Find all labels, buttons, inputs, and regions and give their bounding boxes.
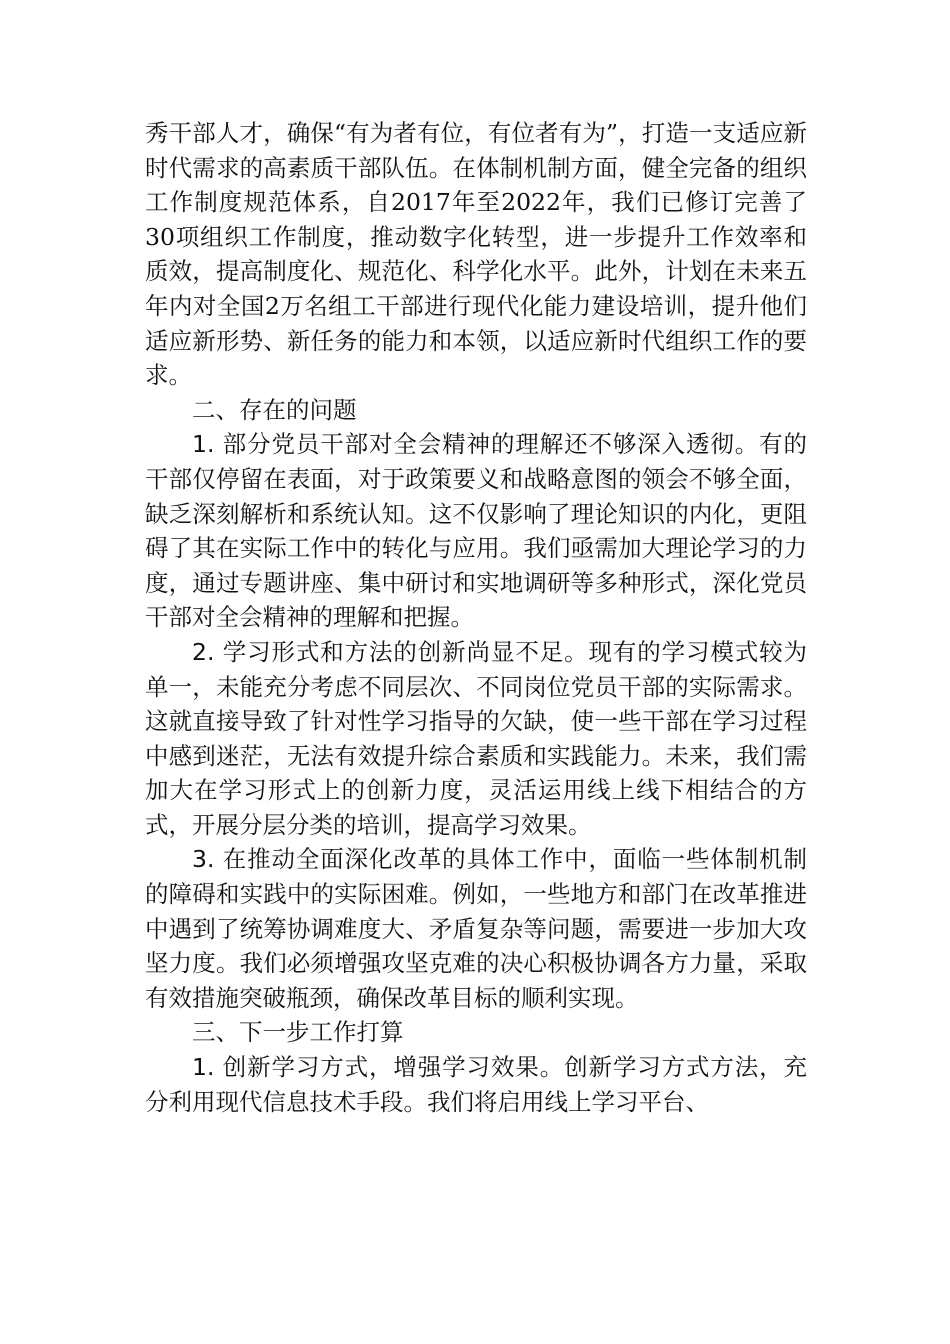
paragraph-problem-3-body: 例如，一些地方和部门在改革推进中遇到了统筹协调难度大、矛盾复杂等问题，需要进一步加大攻坚力度。我们必须增强攻坚克难的决心积极协调各方力量，采取有效措施突破瓶颈，确保改革目标的顺利实现。 xyxy=(145,880,808,1012)
paragraph-plan-1-body: 创新学习方式方法，充分利用现代信息技术手段。我们将启用线上学习平台、 xyxy=(145,1053,807,1116)
paragraph-problem-1 xyxy=(145,427,807,635)
paragraph-intro-continuation: 秀干部人才，确保“有为者有位，有位者有为”，打造一支适应新时代需求的高素质干部队伍。在体制机制方面，健全完备的组织工作制度规范体系，自2017年至2022年，我们已修订完善了30项组织工作制度，推动数字化转型，进一步提升工作效率和质效，提高制度化、规范化、科学化水平。此外，计划在未来五年内对全国2万名组工干部进行现代化能力建设培训，提升他们适应新形势、新任务的能力和本领，以适应新时代组织工作的要求。 xyxy=(145,119,807,390)
paragraph-problem-3-lead: 3. 在推动全面深化改革的具体工作中，面临一些体制机制的障碍和实践中的实际困难。 xyxy=(145,845,807,909)
paragraph-problem-2 xyxy=(145,635,807,843)
document-page xyxy=(145,116,807,1119)
paragraph-problem-1-body: 有的干部仅停留在表面，对于政策要义和战略意图的领会不够全面，缺乏深刻解析和系统认知。这不仅影响了理论知识的内化，更阻碍了其在实际工作中的转化与应用。我们亟需加大理论学习的力度，通过专题讲座、集中研讨和实地调研等多种形式，深化党员干部对全会精神的理解和把握。 xyxy=(145,430,807,632)
paragraph-problem-2-lead: 2. 学习形式和方法的创新尚显不足。 xyxy=(192,637,589,666)
paragraph-problem-3 xyxy=(145,842,807,1015)
paragraph-plan-1-lead: 1. 创新学习方式，增强学习效果。 xyxy=(192,1053,565,1082)
paragraph-plan-1 xyxy=(145,1050,807,1119)
section-heading-next-steps: 三、下一步工作打算 xyxy=(192,1018,404,1047)
paragraph-problem-1-lead: 1. 部分党员干部对全会精神的理解还不够深入透彻。 xyxy=(192,430,760,459)
section-heading-problems: 二、存在的问题 xyxy=(192,395,357,424)
paragraph-problem-2-body: 现有的学习模式较为单一，未能充分考虑不同层次、不同岗位党员干部的实际需求。这就直接导致了针对性学习指导的欠缺，使一些干部在学习过程中感到迷茫，无法有效提升综合素质和实践能力。未来，我们需加大在学习形式上的创新力度，灵活运用线上线下相结合的方式，开展分层分类的培训，提高学习效果。 xyxy=(145,637,807,839)
